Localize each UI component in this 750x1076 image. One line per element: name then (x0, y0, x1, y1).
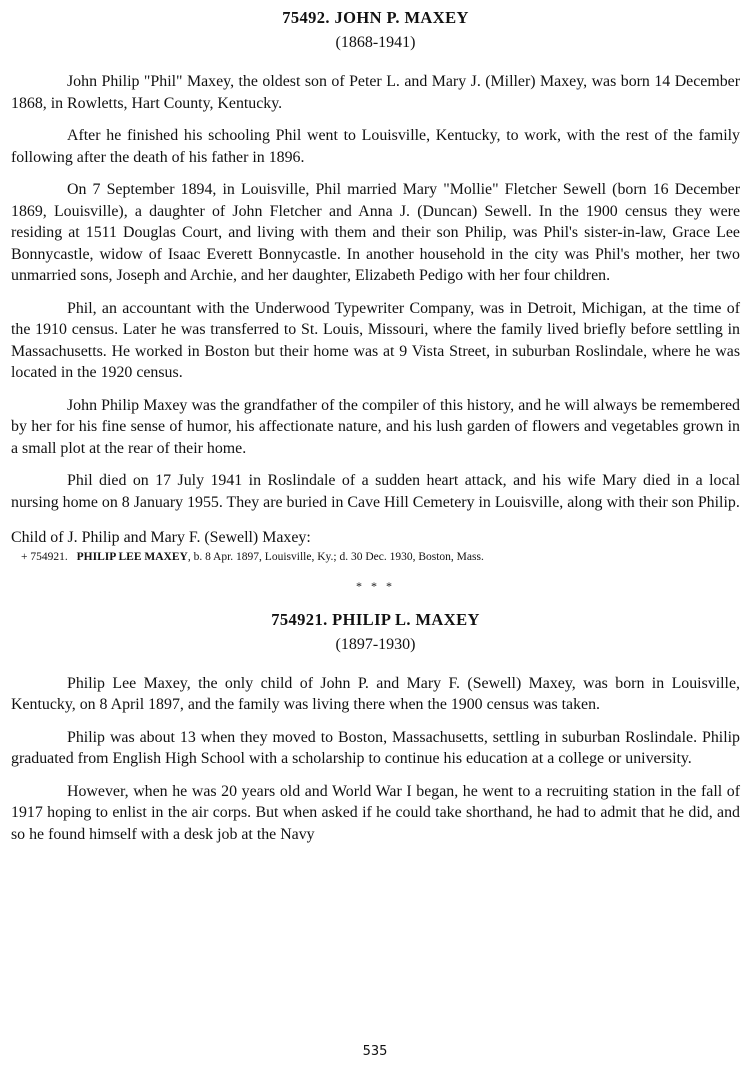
section-divider: * * * (356, 578, 395, 593)
paragraph: Phil, an accountant with the Underwood Typewriter Company, was in Detroit, Michigan, at the time of the 1910 census. Later he was transferred to St. Louis, Missouri, where the family lived briefly before settling in Massachusetts. He worked in Boston but their home was at 9 Vista Street, in suburban Roslindale, where he was located in the 1920 census. (11, 299, 740, 381)
section-heading-philip-l-maxey: 754921. PHILIP L. MAXEY (271, 609, 480, 629)
section-years-philip: (1897-1930) (335, 635, 416, 653)
document-page (11, 8, 740, 845)
paragraph: John Philip "Phil" Maxey, the oldest son of Peter L. and Mary J. (Miller) Maxey, was born 14 December 1868, in Rowletts, Hart County, Kentucky. (11, 73, 740, 112)
section-heading-john-p-maxey: 75492. JOHN P. MAXEY (282, 8, 469, 27)
page-number: 535 (362, 1044, 388, 1059)
paragraph: John Philip Maxey was the grandfather of the compiler of this history, and he will always be remembered by her for his fine sense of humor, his affectionate nature, and his lush garden of flowers and vegetables grown in a small plot at the rear of their home. (11, 396, 740, 457)
child-name: PHILIP LEE MAXEY (76, 550, 188, 563)
section-body-philip (11, 673, 740, 846)
paragraph: However, when he was 20 years old and World War I began, he went to a recruiting station in the fall of 1917 hoping to enlist in the air corps. But when asked if he could take shorthand, he had to admit that he did, and so he found himself with a desk job at the Navy (11, 782, 740, 843)
paragraph: On 7 September 1894, in Louisville, Phil married Mary "Mollie" Fletcher Sewell (born 16 December 1869, Louisville), a daughter of John Fletcher and Anna J. (Duncan) Sewell. In the 1900 census they were residing at 1511 Douglas Court, and living with them and their son Philip, was Phil's sister-in-law, Grace Lee Bonnycastle, widow of Isaac Everett Bonnycastle. In another household in the city was Phil's mother, her two unmarried sons, Joseph and Archie, and her daughter, Elizabeth Pedigo with her four children. (11, 181, 740, 284)
children-intro: Child of J. Philip and Mary F. (Sewell) Maxey: (11, 529, 311, 546)
section-body-john (11, 71, 740, 513)
paragraph: Philip Lee Maxey, the only child of John P. and Mary F. (Sewell) Maxey, was born in Louisville, Kentucky, on 8 April 1897, and the family was living there when the 1900 census was taken. (11, 674, 740, 713)
section-years-john: (1868-1941) (335, 34, 416, 51)
paragraph: Philip was about 13 when they moved to Boston, Massachusetts, settling in suburban Roslindale. Philip graduated from English High School with a scholarship to continue his education at a college or university. (11, 728, 740, 767)
child-details: , b. 8 Apr. 1897, Louisville, Ky.; d. 30 Dec. 1930, Boston, Mass. (187, 550, 484, 563)
child-entry (21, 549, 740, 565)
child-number: + 754921. (21, 550, 68, 563)
paragraph: Phil died on 17 July 1941 in Roslindale of a sudden heart attack, and his wife Mary died in a local nursing home on 8 January 1955. They are buried in Cave Hill Cemetery in Louisville, along with their son Philip. (11, 472, 740, 511)
paragraph: After he finished his schooling Phil went to Louisville, Kentucky, to work, with the rest of the family following after the death of his father in 1896. (11, 127, 740, 166)
